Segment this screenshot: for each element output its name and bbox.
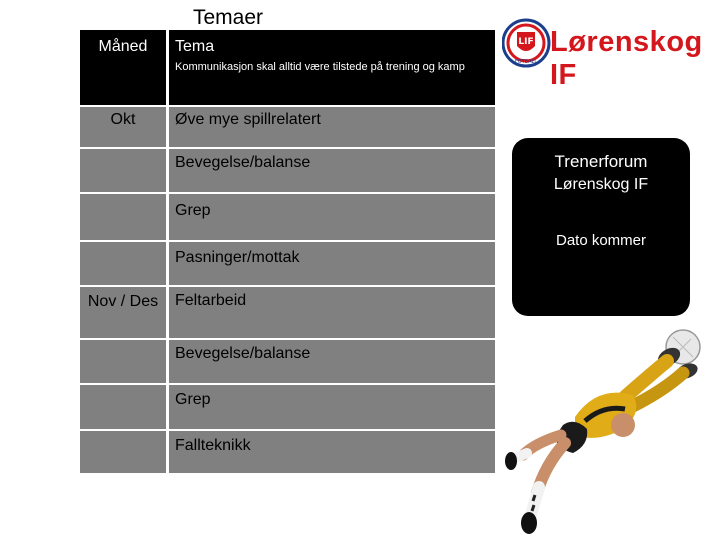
topic-cell: Feltarbeid xyxy=(169,285,495,338)
table-row xyxy=(80,240,495,285)
club-badge-icon xyxy=(502,16,552,70)
topic-cell: Bevegelse/balanse xyxy=(169,147,495,192)
table-row xyxy=(80,147,495,192)
month-cell xyxy=(80,192,169,240)
month-cell: Okt xyxy=(80,105,169,147)
badge-ring-text: FOTBALL xyxy=(514,59,538,65)
table-row xyxy=(80,192,495,240)
club-logo xyxy=(498,16,716,91)
forum-club: Lørenskog IF xyxy=(553,176,649,193)
goalkeeper-diving-illustration xyxy=(505,325,715,537)
table-row xyxy=(80,383,495,429)
topic-cell: Grep xyxy=(169,192,495,240)
topic-cell: Grep xyxy=(169,383,495,429)
table-header-row xyxy=(80,30,495,105)
month-cell: Nov / Des xyxy=(80,285,169,338)
table-row xyxy=(80,105,495,147)
schedule-table xyxy=(80,30,495,473)
topic-cell: Bevegelse/balanse xyxy=(169,338,495,383)
forum-date: Dato kommer xyxy=(555,232,647,249)
topic-column-header xyxy=(169,30,495,105)
forum-title: Trenerforum xyxy=(554,152,648,171)
club-name-logo-text: Lørenskog IF xyxy=(550,26,703,91)
table-row xyxy=(80,338,495,383)
month-cell xyxy=(80,338,169,383)
month-cell xyxy=(80,383,169,429)
table-row xyxy=(80,429,495,473)
month-cell xyxy=(80,147,169,192)
month-cell xyxy=(80,240,169,285)
table-row xyxy=(80,285,495,338)
topic-header-label: Tema xyxy=(175,38,215,55)
page-title: Temaer xyxy=(192,6,264,29)
month-header-label: Måned xyxy=(98,38,148,55)
communication-note: Kommunikasjon skal alltid være tilstede på trening og kamp xyxy=(175,61,465,73)
trainer-forum-box xyxy=(512,138,690,316)
topic-cell: Pasninger/mottak xyxy=(169,240,495,285)
month-cell xyxy=(80,429,169,473)
topic-cell: Fallteknikk xyxy=(169,429,495,473)
month-column-header xyxy=(80,30,169,105)
badge-letters: LIF xyxy=(518,37,534,47)
topic-cell: Øve mye spillrelatert xyxy=(169,105,495,147)
